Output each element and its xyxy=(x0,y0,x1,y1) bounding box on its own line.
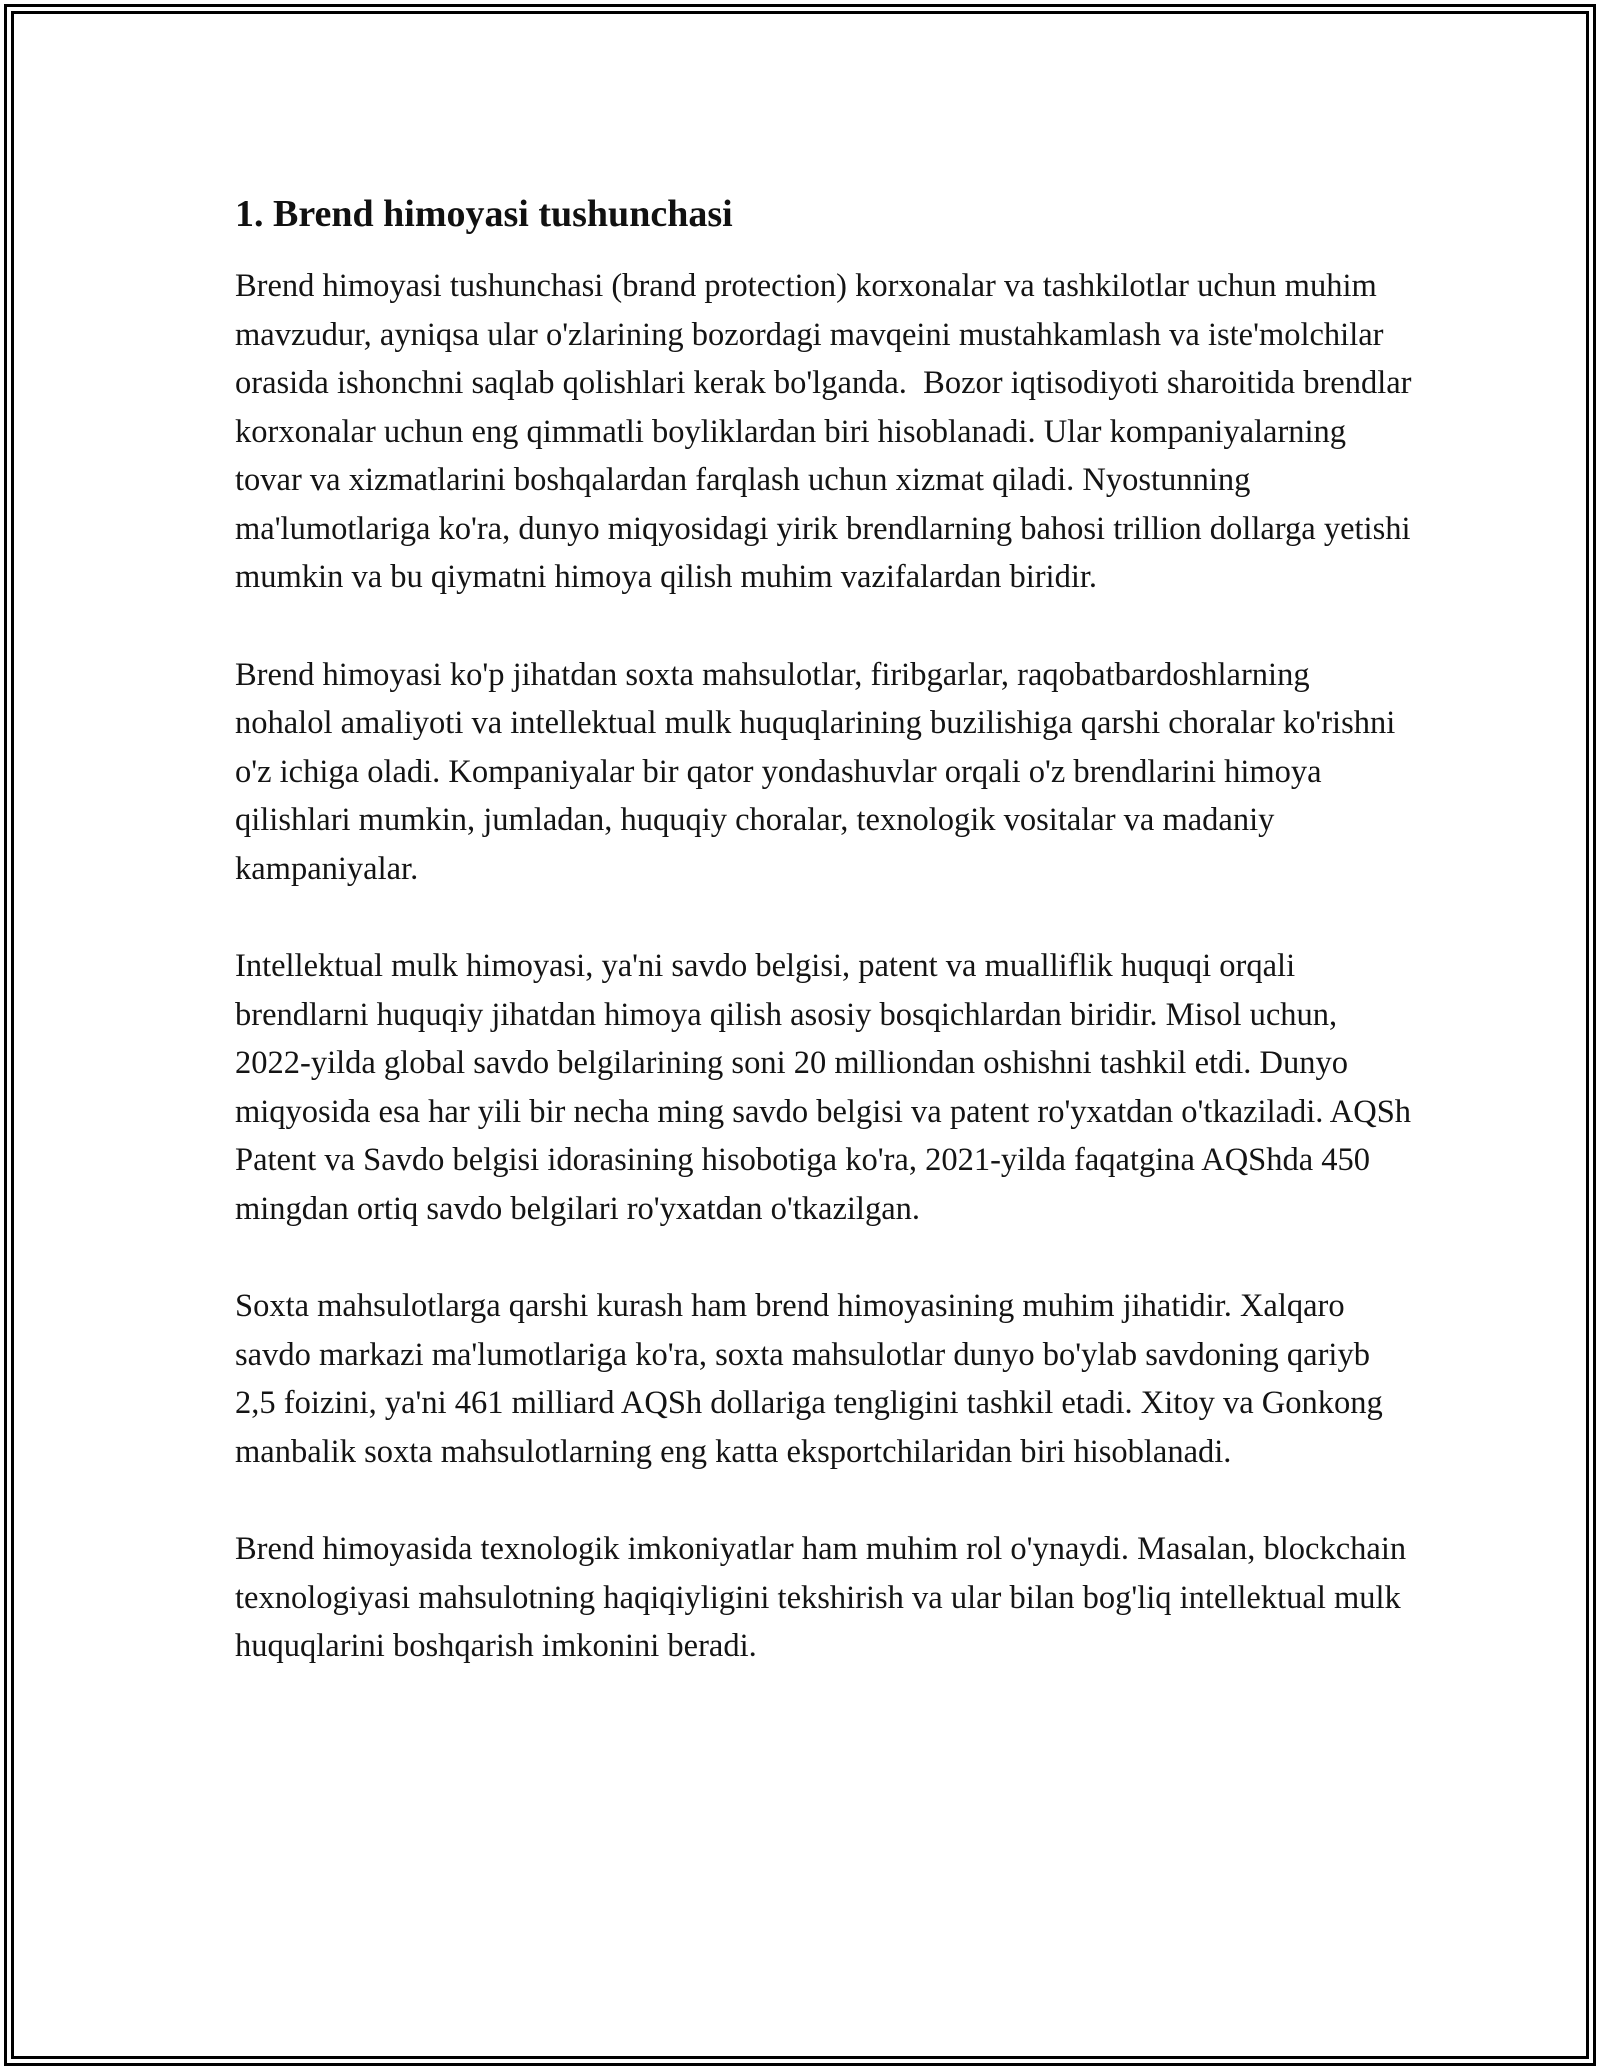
paragraph-1: Brend himoyasi tushunchasi (brand protection) korxonalar va tashkilotlar uchun muhim mavzudur, ayniqsa ular o'zlarining bozordagi mavqeini mustahkamlash va iste'molchilar orasida ishonchni saqlab qolishlari kerak bo'lganda. Bozor iqtisodiyoti sharoitida brendlar korxonalar uchun eng qimmatli boyliklardan biri hisoblanadi. Ular kompaniyalarning tovar va xizmatlarini boshqalardan farqlash uchun xizmat qiladi. Nyostunning ma'lumotlariga ko'ra, dunyo miqyosidagi yirik brendlarning bahosi trillion dollarga yetishi mumkin va bu qiymatni himoya qilish muhim vazifalardan biridir. xyxy=(235,268,1420,595)
document-body xyxy=(235,186,1420,1720)
section-heading: 1. Brend himoyasi tushunchasi xyxy=(235,193,733,235)
paragraph-5: Brend himoyasida texnologik imkoniyatlar ham muhim rol o'ynaydi. Masalan, blockchain texnologiyasi mahsulotning haqiqiyligini tekshirish va ular bilan bog'liq intellektual mulk huquqlarini boshqarish imkonini beradi. xyxy=(235,1531,1415,1664)
paragraph-3: Intellektual mulk himoyasi, ya'ni savdo belgisi, patent va mualliflik huquqi orqali brendlarni huquqiy jihatdan himoya qilish asosiy bosqichlardan biridir. Misol uchun, 2022-yilda global savdo belgilarining soni 20 milliondan oshishni tashkil etdi. Dunyo miqyosida esa har yili bir necha ming savdo belgisi va patent ro'yxatdan o'tkaziladi. AQSh Patent va Savdo belgisi idorasining hisobotiga ko'ra, 2021-yilda faqatgina AQShda 450 mingdan ortiq savdo belgilari ro'yxatdan o'tkazilgan. xyxy=(235,948,1420,1227)
paragraph-2: Brend himoyasi ko'p jihatdan soxta mahsulotlar, firibgarlar, raqobatbardoshlarning nohalol amaliyoti va intellektual mulk huquqlarining buzilishiga qarshi choralar ko'rishni o'z ichiga oladi. Kompaniyalar bir qator yondashuvlar orqali o'z brendlarini himoya qilishlari mumkin, jumladan, huquqiy choralar, texnologik vositalar va madaniy kampaniyalar. xyxy=(235,656,1404,887)
paragraph-4: Soxta mahsulotlarga qarshi kurash ham brend himoyasining muhim jihatidir. Xalqaro savdo markazi ma'lumotlariga ko'ra, soxta mahsulotlar dunyo bo'ylab savdoning qariyb 2,5 foizini, ya'ni 461 milliard AQSh dollariga tengligini tashkil etadi. Xitoy va Gonkong manbalik soxta mahsulotlarning eng katta eksportchilaridan biri hisoblanadi. xyxy=(235,1288,1391,1470)
